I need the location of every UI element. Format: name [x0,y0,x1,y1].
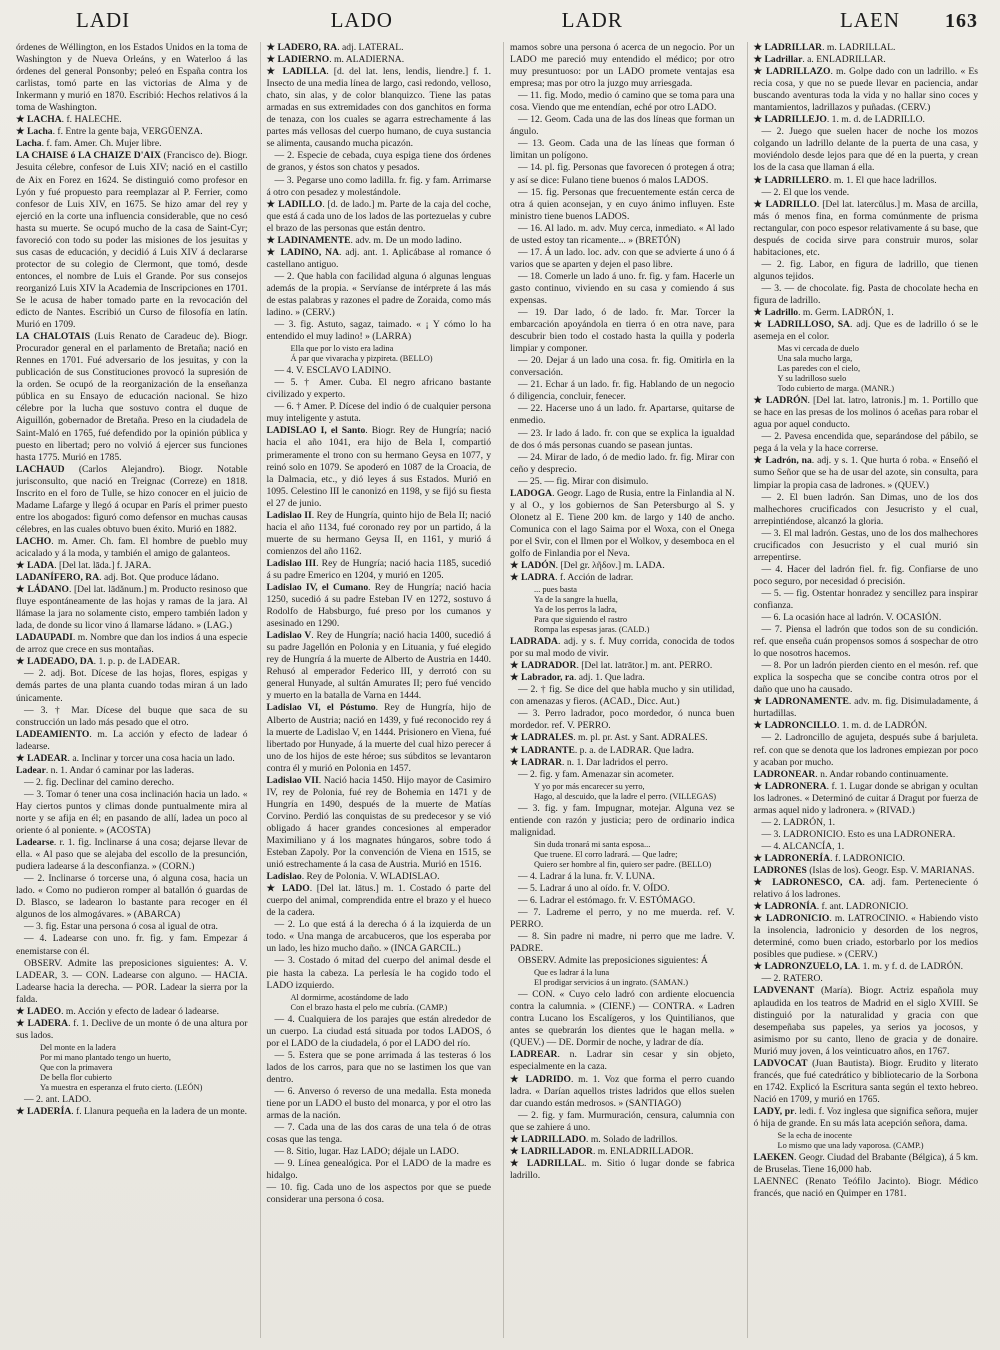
headword: ★ LADRONERA [753,780,827,792]
entry-sense: — 14. pl. fig. Personas que favorecen ó protegen á otra; y así se dice: Fulano tiene buenos ó malos LADOS. [510,162,735,186]
headword: ★ LÁDANO [16,584,69,596]
dictionary-entry: LADVOCAT (Juan Bautista). Biogr. Erudito y literato francés, que fué catedrático y bibliotecario de la Sorbona en 1742. Explicó la Escritura santa según el texto hebreo. Nació en 1709, y murió en 1765. [753,1057,978,1105]
guide-word-3: LADR [561,8,623,32]
headword: ★ LADRILLAL [510,1157,584,1169]
dictionary-entry: ★ Ladrillar. a. ENLADRILLAR. [753,54,886,66]
dictionary-entry: ★ LADERA. f. 1. Declive de un monte ó de una altura por sus lados. [16,1017,248,1041]
headword: ★ LADRONÍA [753,901,817,913]
entry-sense: — 3. fig. y fam. Impugnar, motejar. Alguna vez se entiende con razón y justicia; pero de ordinario indica malignidad. [510,802,735,838]
headword: ★ LADRIDO [510,1073,571,1085]
entry-sense: — 6. † Amer. P. Dícese del indio ó de cualquier persona muy inteligente y astuta. [266,401,491,425]
entry-sense: — 19. Dar lado, ó de lado. fr. Mar. Torcer la embarcación apoyándola en tierra ó en otra nave, para descubrir bien todo el costado hasta la quilla y poderla limpiar y componer. [510,307,735,355]
dictionary-entry: LACHO. m. Amer. Ch. fam. El hombre de pueblo muy acicalado y á la moda, y también el amigo de galanteos. [16,535,248,559]
entry-sense: — 17. Á un lado. loc. adv. con que se advierte á uno ó á varios que se aparten y dejen el paso libre. [510,246,735,270]
headword: Ladear [16,764,46,776]
entry-sense: — 2. Ladroncillo de agujeta, después sube á barjuleta. ref. con que se denota que los ladrones empiezan por poco y acaban por mucho. [753,732,978,768]
headword: LACHO [16,535,52,547]
entry-sense: — 3. Costado ó mitad del cuerpo del animal desde el pie hasta la cabeza. La perlesía le ha cogido todo el LADO izquierdo. [266,955,491,991]
dictionary-entry: ★ LADILLO. [d. de lado.] m. Parte de la caja del coche, que está á cada uno de los lados de las portezuelas y cubre el brazo de las personas que están dentro. [266,198,491,234]
dictionary-entry: ★ LADRA. f. Acción de ladrar. [510,572,634,584]
entry-sense: — 2. Que habla con facilidad alguna ó algunas lenguas además de la propia. « Servíanse de intérprete á las más de estas palabras y razones el padre de Zoraida, como más ladino. » (CERV.) [266,270,491,319]
entry-sense: — 6. La ocasión hace al ladrón. V. OCASIÓN. [761,612,942,624]
entry-sense: — 5. — fig. Ostentar honradez y sencillez para inspirar confianza. [753,587,978,611]
dictionary-entry: ★ LADO. [Del lat. lātus.] m. 1. Costado ó parte del cuerpo del animal, comprendida entre el brazo y el hueco de la cadera. [266,883,491,919]
entry-sense: — 9. Línea genealógica. Por el LADO de la madre es hidalgo. [266,1158,491,1182]
dictionary-entry: ★ LADRÓN. [Del lat. latro, latronis.] m. 1. Portillo que se hace en las presas de los molinos ó aceñas para robar el agua por aquel conducto. [753,395,978,431]
headword: Ladislao VI, el Póstumo [266,702,376,714]
headword: ★ LADRONCILLO [753,720,837,732]
dictionary-entry: ★ Ladrillo. m. Germ. LADRÓN, 1. [753,307,894,319]
entry-sense: — 3. — de chocolate. fig. Pasta de chocolate hecha en figura de ladrillo. [753,282,978,306]
entry-sense: — 2. Especie de cebada, cuya espiga tiene dos órdenes de granos, y éstos son chatos y pesados. [266,150,491,174]
dictionary-entry: ★ LADÓN. [Del gr. λῆδον.] m. LADA. [510,560,665,572]
dictionary-entry: ★ LADRONAMENTE. adv. m. fig. Disimuladamente, á hurtadillas. [753,696,978,720]
headword: Lacha [16,138,42,150]
dictionary-entry: ★ LADRILLO. [Del lat. latercŭlus.] m. Masa de arcilla, más ó menos fina, en forma comúnmente de prisma rectangular, con poco espesor relativamente á su base, que después de cocida sirve para construir muros, solar habitaciones, etc. [753,198,978,258]
entry-sense: — 5. Estera que se pone arrimada á las testeras ó los lados de los carros, para que no se lastimen los que van dentro. [266,1049,491,1085]
headword: LADVENANT [753,985,821,997]
headword: ★ LADEO [16,1005,62,1017]
text-columns [16,42,978,1338]
dictionary-entry: LADRONEAR. n. Andar robando continuamente. [753,768,949,780]
dictionary-entry: ★ LADEO. m. Acción y efecto de ladear ó ladearse. [16,1005,220,1017]
headword: ★ LADÓN [510,560,556,572]
entry-sense: — 8. Sin padre ni madre, ni perro que me ladre. V. PADRE. [510,931,735,955]
headword: ★ Labrador, ra [510,672,574,684]
verse-quote: Al dormirme, acostándome de lado Con el brazo hasta el pelo me cubría. (CAMP.) [290,992,448,1012]
headword: ★ LADRONESCO, CA [753,877,863,889]
headword: ★ LADRILLERO [753,174,830,186]
dictionary-entry: ★ LADRILLAR. m. LADRILLAL. [753,42,896,53]
dictionary-entry: LACHAUD (Carlos Alejandro). Biogr. Notable jurisconsulto, que nació en Treignac (Correze) en 1818. Inscrito en el foro de Tulle, se hizo conocer en el juicio de Madame Lafarge y llegó á ocupar en París el primer puesto entre los abogados: figuró como defensor en muchas causas célebres, en las cuales obtuvo buen éxito. Murió en 1882. [16,463,248,535]
dictionary-entry: ★ LADRONESCO, CA. adj. fam. Perteneciente ó relativo á los ladrones. [753,877,978,901]
dictionary-entry: Ladislao III. Rey de Hungría; nació hacia 1185, sucedió á su padre Emerico en 1204, y murió en 1205. [266,557,491,581]
headword: LA CHALOTAIS [16,331,95,343]
dictionary-entry: ★ LADRAR. n. 1. Dar ladridos el perro. [510,756,669,768]
headword: ★ LADRALES [510,732,574,744]
headword: LADAUPADI [16,632,73,644]
headword: LADVOCAT [753,1057,813,1069]
page-number: 163 [945,10,978,32]
dictionary-entry: Ladislao IV, el Cumano. Rey de Hungría; nació hacia 1250, sucedió á su padre Esteban IV en 1272, sostuvo á Rodolfo de Habsburgo, fué preso por los cumanos y asesinado en 1290. [266,582,491,630]
headword: Ladislao V [266,630,312,642]
headword: LADRONES [753,865,810,876]
entry-sense: — 2. LADRÓN, 1. [761,816,836,828]
headword: LADRADA [510,636,558,648]
dictionary-entry: Ladislao. Rey de Polonia. V. WLADISLAO. [266,871,440,883]
headword: Ladearse [16,837,54,849]
column-3 [503,42,735,1338]
headword: ★ LADILLO [266,198,323,210]
dictionary-entry: ★ LADRILLADOR. m. ENLADRILLADOR. [510,1145,694,1157]
dictionary-entry: Ladislao V. Rey de Hungría; nació hacia 1400, sucedió á su padre Jagellón en Polonia y en Lituania, y fué elegido rey de Hungría á la muerte de Alberto de Austria en 1440. Rehusó al emperador Federico III, y derrotó con su general Hunyade, al sultán Amurates II; pero fué vencido y muerto en la batalla de Varna en 1444. [266,630,491,702]
dictionary-entry: LA CHALOTAIS (Luis Renato de Caradeuc de). Biogr. Procurador general en el parlamento de Bretaña; nació en Rennes en 1701. Fué adversario de los jesuitas, y con la publicación de sus Constituciones provocó la supresión de la orden. Se ocupó de la reorganización de la enseñanza pública en su Ensayo de educación nacional. Se hizo célebre por la lucha que sostuvo contra el duque de Aiguillón, gobernador de Bretaña. Preso en la ciudadela de Saint-Maló en 1765, fué defendido por la opinión pública y puesto en libertad; pero no volvió á ejercer sus funciones hasta 1775. Murió en 1785. [16,331,248,463]
dictionary-entry: LA CHAISE ó LA CHAIZE D'AIX (Francisco de). Biogr. Jesuita célebre, confesor de Luis XIV; nació en el castillo de Aix en Forez en 1624. Se distinguió como profesor en Lyón y fué propuesto para reemplazar al P. Ferrier, como confesor de Luis XIV, en 1675. Se hizo amar del rey y ejerció en la corte una influencia considerable, que no cesó hasta su muerte. Se ocupó mucho de la casa de Saint-Cyr; favoreció con todo su poder las misiones de los jesuitas y sus casas de educación, y decidió á Luis XIV á declararse protector de su colegio de Clermont, que tomó, desde entonces, el nombre de Luis el Grande. Por sus consejos reorganizó Luis XIV la Academia de Inscripciones en 1701. Se le acusa de haber tomado parte en la revocación del edicto de Nantes. Escribió un Curso de filosofía en latín. Murió en 1709. [16,150,248,331]
guide-word-4: LAEN [840,8,900,32]
entry-sense: — 2. El buen ladrón. San Dimas, uno de los dos malhechores crucificados con Jesucristo y el cual, arrepintiéndose, alcanzó la gloria. [753,491,978,527]
headword: ★ LADRILLO [753,198,817,210]
verse-quote: Mas vi cercada de duelo Una sala mucho larga, Las paredes con el cielo, Y su ladrilloso suelo Todo cubierto de marga. (MANR.) [777,344,894,394]
dictionary-entry: Ladislao II. Rey de Hungría, quinto hijo de Bela II; nació hacia el año 1134, fué coronado rey por un partido, á la muerte de su hermano Geysa II, en 1161, y murió á comienzos del año 1162. [266,509,491,557]
dictionary-entry: ★ LADEAR. a. Inclinar y torcer una cosa hacia un lado. [16,752,235,764]
entry-sense: — 3. LADRONICIO. Esto es una LADRONERA. [761,828,956,840]
dictionary-entry: ★ LADRONERÍA. f. LADRONICIO. [753,852,905,864]
entry-sense: — 24. Mirar de lado, ó de medio lado. fr. fig. Mirar con ceño y desprecio. [510,451,735,475]
dictionary-entry: Lacha. f. fam. Amer. Ch. Mujer libre. [16,138,162,150]
headword: ★ LADRILLAZO [753,66,831,78]
dictionary-entry: ★ LADRONZUELO, LA. 1. m. y f. d. de LADRÓN. [753,961,964,973]
headword: ★ LADRILLADO [510,1133,587,1145]
dictionary-entry: Ladislao VII. Nació hacia 1450. Hijo mayor de Casimiro IV, rey de Polonia, fué rey de Bohemia en 1471 y de Hungría en 1490, después de la muerte de Matías Corvino. Perdió las conquistas de su predecesor y se vió obligado á hacer grandes concesiones al emperador Maximiliano y á los magnates húngaros, sobre todo á Esteban Zapoly. Por la convención de Viena en 1515, se unió estrechamente á la casa de Austria. Murió en 1516. [266,774,491,871]
dictionary-entry: ★ LADERO, RA. adj. LATERAL. [266,42,404,53]
entry-sense: — 3. fig. Astuto, sagaz, taimado. « ¡ Y cómo lo ha entendido el muy ladino! » (LARRA) [266,319,491,343]
entry-sense: — 3. Perro ladrador, poco mordedor, ó nunca buen mordedor. ref. V. PERRO. [510,708,735,732]
verse-quote: Sin duda tronará mi santa esposa... Que truene. El corro ladrará. — Que ladre; Quiero ser hombre al fin, quiero ser padre. (BELLO) [534,839,712,869]
dictionary-entry: ★ LADRILLERO. m. 1. El que hace ladrillos. [753,174,937,186]
entry-sense: — 8. Por un ladrón pierden ciento en el mesón. ref. que explica la sospecha que se concibe contra otros por el daño que uno ha causado. [753,660,978,696]
entry-sense: — 2. Pavesa encendida que, separándose del pábilo, se pega á la vela y la hace correrse. [753,431,978,455]
headword: LADOGA [510,487,553,499]
dictionary-entry: LADREAR. n. Ladrar sin cesar y sin objeto, especialmente en la caza. [510,1049,735,1073]
entry-sense: — 15. fig. Personas que frecuentemente están cerca de otra á quien aconsejan, y en cuyo ánimo influyen. Este ministro tiene buenos LADOS. [510,186,735,222]
dictionary-entry: LAENNEC (Renato Teófilo Jacinto). Biogr. Médico francés, que nació en Quimper en 1781. [753,1176,978,1200]
dictionary-entry: LADISLAO I, el Santo. Biogr. Rey de Hungría; nació hacia el año 1041, era hijo de Bela I, compartió primeramente el trono con su hermano Geysa en 1077, y reinó solo en 1079. Se apoderó en 1087 de la Croacia, de la Dalmacia, etc., y dió leyes á sus Estados. Murió en 1095. Celestino III le canonizó en 1198, y se fijó su fiesta el 27 de junio. [266,425,491,509]
headword: ★ Lacha [16,126,53,138]
headword: ★ LADEAR [16,752,68,764]
headword: ★ LADRONZUELO, LA [753,961,858,973]
entry-sense: — 18. Comerle un lado á uno. fr. fig. y fam. Hacerle un gasto continuo, viviendo en su casa y comiendo á sus expensas. [510,270,735,306]
headword: ★ LADRÓN [753,395,808,407]
entry-sense: — 2. Inclinarse ó torcerse una, ó alguna cosa, hacia un lado. « Como no pudieron romper al batallón ó guardas de D. Blasco, se ladearon lo bastante para recoger en él algunos de los almogávares. » (ABARCA) [16,873,248,921]
entry-sense: — 7. Cada una de las dos caras de una tela ó de otras cosas que las tenga. [266,1122,491,1146]
dictionary-entry: ★ LADRILLOSO, SA. adj. Que es de ladrillo ó se le asemeja en el color. [753,319,978,343]
entry-sense: — 22. Hacerse uno á un lado. fr. Apartarse, quitarse de enmedio. [510,403,735,427]
headword: ★ LADRONAMENTE [753,696,849,708]
entry-sense: — 3. fig. Estar una persona ó cosa al igual de otra. [24,921,218,933]
entry-sense: — 11. fig. Modo, medio ó camino que se toma para una cosa. Viendo que me entendían, eché por otro LADO. [510,90,735,114]
dictionary-entry: Ladear. n. 1. Andar ó caminar por las laderas. [16,764,194,776]
guide-word-1: LADI [76,8,131,32]
page-header [16,8,978,42]
entry-sense: — 5. Ladrar á uno al oído. fr. V. OÍDO. [518,882,670,894]
dictionary-entry: ★ LADA. [Del lat. lāda.] f. JARA. [16,560,152,572]
dictionary-entry: LADAUPADI. m. Nombre que dan los indios á una especie de arroz que crece en sus montañas. [16,632,248,656]
entry-sense: OBSERV. Admite las preposiciones siguientes: A. V. LADEAR, 3. — CON. Ladearse con alguno. — HACIA. Ladearse hacia la derecha. — POR. Ladear la sierra por la falda. [16,957,248,1005]
headword: LACHAUD [16,463,79,475]
dictionary-entry: — 10. fig. Cada uno de los aspectos por que se puede considerar una persona ó cosa. [266,1182,491,1206]
headword: ★ LADERO, RA [266,42,338,53]
entry-sense: — 2. RATERO. [761,973,823,985]
dictionary-entry: ★ LADILLA. [d. del lat. lens, lendis, liendre.] f. 1. Insecto de una media línea de largo, casi redondo, velloso, chato, sin alas, y de color blanquizco. Tiene las patas armadas en sus extremidades con dos ganchitos en forma de tenaza, con los cuales se agarra estrechamente á las partes más vellosas del cuerpo humano, de cuya sustancia se alimenta, causando mucha picazón. [266,66,491,150]
headword: LADISLAO I, el Santo [266,425,366,437]
dictionary-entry: órdenes de Wéllington, en los Estados Unidos en la toma de Washington y de Nueva Orleáns, y en Waterloo á las órdenes del general Ponsonby; peleó en España contra los carlistas, tomó parte en las victorias de Alma y de Inkermann y murió en 1870. Escribió: Hechos relativos á la toma de Washington. [16,42,248,114]
headword: ★ LADRONICIO [753,913,830,925]
verse-quote: Que es ladrar á la luna El prodigar servicios á un ingrato. (SAMAN.) [534,968,688,988]
dictionary-entry: ★ LADRONERA. f. 1. Lugar donde se abrigan y ocultan los ladrones. « Determinó de cuitar á Dragut por fuerza de armas aquel nido y ladronera. » (RIVAD.) [753,780,978,816]
entry-sense: — 12. Geom. Cada una de las dos líneas que forman un ángulo. [510,114,735,138]
headword: ★ LADINO, NA [266,246,340,258]
entry-sense: — 2. El que los vende. [761,186,850,198]
headword: ★ LADIERNO [266,54,330,66]
headword: LA CHAISE ó LA CHAIZE D'AIX [16,150,164,162]
headword: ★ Ladrillo [753,307,799,319]
entry-sense: — 2. fig. Declinar del camino derecho. [24,776,174,788]
headword: ★ LADRADOR [510,660,577,672]
verse-quote: Y yo por más encarecer su yerro, Hago, al descuido, que la ladre el perro. (VILLEGAS) [534,781,717,801]
dictionary-entry: ★ LADERÍA. f. Llanura pequeña en la ladera de un monte. [16,1105,248,1117]
headword: ★ LADRANTE [510,744,575,756]
entry-sense: — 7. Ladreme el perro, y no me muerda. ref. V. PERRO. [510,906,735,930]
headword: LADEAMIENTO [16,728,90,740]
dictionary-entry: LADY, pr. ledi. f. Voz inglesa que significa señora, mujer ó hija de grande. En su más lata acepción señora, dama. [753,1105,978,1129]
entry-sense: — 5. † Amer. Cuba. El negro africano bastante civilizado y experto. [266,377,491,401]
headword: ★ LADINAMENTE [266,234,351,246]
dictionary-entry: ★ Labrador, ra. adj. 1. Que ladra. [510,672,645,684]
entry-sense: — 16. Al lado. m. adv. Muy cerca, inmediato. « Al lado de usted estoy tan ricamente... » (BRETÓN) [510,222,735,246]
dictionary-entry: ★ LADINO, NA. adj. ant. 1. Aplicábase al romance ó castellano antiguo. [266,246,491,270]
dictionary-entry: ★ LADIERNO. m. ALADIERNA. [266,54,405,66]
headword: Ladislao VII [266,774,319,786]
entry-sense: — 25. — fig. Mirar con disimulo. [518,475,649,487]
guide-word-2: LADO [330,8,393,32]
dictionary-entry: ★ LADRILLAL. m. Sitio ó lugar donde se fabrica ladrillo. [510,1157,735,1181]
headword: ★ LADRILLADOR [510,1145,593,1157]
headword: ★ LADILLA [266,66,327,78]
verse-quote: Ella que por lo visto era ladina Á par que vivaracha y pizpireta. (BELLO) [290,344,433,364]
entry-sense: — 2. ant. LADO. [24,1093,92,1105]
headword: LADANÍFERO, RA [16,572,100,584]
entry-sense: — 6. Anverso ó reverso de una medalla. Esta moneda tiene por un LADO el busto del monarca, y por el otro las armas de la nación. [266,1085,491,1121]
headword: ★ LACHA [16,114,62,126]
entry-sense: — 4. Hacer del ladrón fiel. fr. fig. Confiarse de uno poco seguro, por necesidad ó precisión. [753,563,978,587]
dictionary-entry: ★ LADRILLADO. m. Solado de ladrillos. [510,1133,678,1145]
entry-sense: — 20. Dejar á un lado una cosa. fr. fig. Omitirla en la conversación. [510,355,735,379]
headword: Ladislao II [266,509,312,521]
entry-sense: OBSERV. Admite las preposiciones siguientes: Á [518,955,708,967]
dictionary-entry: LADOGA. Geogr. Lago de Rusia, entre la Finlandia al N. y al O., y los gobiernos de San Petersburgo al S. y Olonetz al E. Tiene 200 km. de largo y 140 de ancho. Comunica con el lago Saima por el Woxa, con el Onega por el Svir, con el Ilmen por el Wolkov, y desemboca en el golfo de Finlandia por el Neva. [510,487,735,559]
entry-sense: — 13. Geom. Cada una de las líneas que forman ó limitan un polígono. [510,138,735,162]
entry-sense: — 2. Juego que suelen hacer de noche los mozos colgando un ladrillo delante de la puerta de una casa, y moviéndolo desde lejos para que dé en la puerta, y crean los de la casa que llaman á ella. [753,126,978,174]
dictionary-entry: Ladearse. r. 1. fig. Inclinarse á una cosa; dejarse llevar de ella. « Al paso que se alejaba del escollo de la presunción, pudiera ladearse á la desconfianza. » (CORN.) [16,837,248,873]
dictionary-entry: ★ LADRONCILLO. 1. m. d. de LADRÓN. [753,720,928,732]
verse-quote: Se la echa de inocente Lo mismo que una lady vaporosa. (CAMP.) [777,1131,924,1151]
entry-sense: — 7. Piensa el ladrón que todos son de su condición. ref. que enseña cuán propensos somos á sospechar de otro lo que nosotros hacemos. [753,624,978,660]
entry-sense: — CON. « Cuyo celo ladró con ardiente elocuencia contra la calumnia. » (CIENF.) — CONTRA. « Ladren contra Lucano los Escalígeros, y los Quintilianos, que antes se quebrarán los dientes que le hagan mella. » (QUEV.) — DE. Dormir de noche, y ladrar de día. [510,989,735,1049]
column-1 [16,42,248,1338]
dictionary-entry: ★ LÁDANO. [Del lat. lādănum.] m. Producto resinoso que fluye espontáneamente de las hojas y ramas de la jara. Al llámase la jara no solamente cisto, empero también ladon y lada, de donde su licor vino á llamarse ládano. » (LAG.) [16,584,248,632]
headword: Ladislao [266,871,302,883]
headword: ★ LADRILLEJO [753,114,827,126]
entry-sense: — 4. Ladrar á la luna. fr. V. LUNA. [518,870,655,882]
dictionary-entry: ★ LADEADO, DA. 1. p. p. de LADEAR. [16,656,180,668]
dictionary-entry: LAEKEN. Geogr. Ciudad del Brabante (Bélgica), á 5 km. de Bruselas. Tiene 16,000 hab. [753,1152,978,1176]
entry-sense: — 3. Pegarse uno como ladilla. fr. fig. y fam. Arrimarse á otro con pesadez y molestándole. [266,174,491,198]
dictionary-entry: ★ Lacha. f. Entre la gente baja, VERGÜENZA. [16,126,203,138]
headword: LADY, pr [753,1105,795,1117]
headword: ★ LADRA [510,572,556,584]
entry-sense: — 3. † Mar. Dícese del buque que saca de su construcción un lado más pesado que el otro. [16,704,248,728]
dictionary-entry: ★ LADRILLEJO. 1. m. d. de LADRILLO. [753,114,925,126]
dictionary-entry: LADRADA. adj. y s. f. Muy corrida, conocida de todos por su mal modo de vivir. [510,636,735,660]
dictionary-entry: ★ LADRALES. m. pl. pr. Ast. y Sant. ADRALES. [510,732,708,744]
dictionary-entry: mamos sobre una persona ó acerca de un negocio. Por un LADO me pareció muy entendido el médico; por otro muy presuntuoso: por un LADO promete ventajas esa empresa; mas por otro la juzgo muy arriesgada. [510,42,735,90]
entry-sense: — 2. † fig. Se dice del que habla mucho y sin utilidad, con amenazas y fieros. (ACAD., Dicc. Aut.) [510,684,735,708]
headword: ★ Ladrón, na [753,455,812,467]
dictionary-entry: LADEAMIENTO. m. La acción y efecto de ladear ó ladearse. [16,728,248,752]
dictionary-entry: ★ LADRONÍA. f. ant. LADRONICIO. [753,901,909,913]
dictionary-entry: ★ LADRIDO. m. 1. Voz que forma el perro cuando ladra. « Darían aquellos tristes ladridos que ellos suelen dar cuando están medrosos. » (SANTIAGO) [510,1073,735,1109]
dictionary-entry: ★ LACHA. f. HALECHE. [16,114,122,126]
headword: ★ LADO [266,883,310,895]
entry-sense: — 3. El mal ladrón. Gestas, uno de los dos malhechores crucificados con Jesucristo y el cual murió sin arrepentirse. [753,527,978,563]
entry-sense: — 2. adj. Bot. Dícese de las hojas, flores, espigas y demás partes de una planta cuando todas miran á un lado únicamente. [16,668,248,704]
entry-sense: — 2. Lo que está á la derecha ó á la izquierda de un todo. « Una manga de arcabuceros, que los esperaba por un lado, les hizo mucho daño. » (INCA GARCIL.) [266,919,491,955]
headword: ★ LADRILLOSO, SA [753,319,850,331]
headword: ★ LADRAR [510,756,563,768]
dictionary-entry: LADRONES (Islas de los). Geogr. Esp. V. MARIANAS. [753,865,975,876]
headword: ★ LADRILLAR [753,42,823,53]
entry-sense: — 4. V. ESCLAVO LADINO. [274,365,391,377]
headword: LAEKEN [753,1152,795,1164]
headword: ★ LADERA [16,1017,69,1029]
headword: ★ LADA [16,560,55,572]
headword: LADRONEAR [753,768,816,780]
headword: ★ Ladrillar [753,54,803,66]
headword: ★ LADERÍA [16,1105,72,1117]
dictionary-entry: Ladislao VI, el Póstumo. Rey de Hungría, hijo de Alberto de Austria; nació en 1439, y fué reconocido rey á la muerte de Ladislao V, en 1444. Prisionero en Viena, fué libertado por Hunyade, á la muerte del cual hizo perecer á uno de los hijos de este héroe; sus súbditos se levantaron contra él y murió en Polonia en 1457. [266,702,491,774]
column-2 [260,42,492,1338]
headword: LADREAR [510,1049,558,1061]
dictionary-entry: LADVENANT (María). Biogr. Actriz española muy aplaudida en los teatros de Madrid en el siglo XVIII. Se distinguió por la naturalidad y gracia con que desempeñaba sus papeles, ya serios ya jocosos, y asimismo por su canto, lleno de gracia y de donaire. Murió muy joven, á los veinticuatro años, en 1767. [753,985,978,1057]
entry-sense: — 4. Ladearse con uno. fr. fig. y fam. Empezar á enemistarse con él. [16,933,248,957]
entry-sense: — 6. Ladrar el estómago. fr. V. ESTÓMAGO. [518,894,696,906]
entry-sense: — 2. fig. y fam. Amenazar sin acometer. [518,768,674,780]
entry-sense: — 4. ALCANCÍA, 1. [761,840,845,852]
dictionary-entry: ★ LADRANTE. p. a. de LADRAR. Que ladra. [510,744,694,756]
entry-sense: — 4. Cualquiera de los parajes que están alrededor de un cuerpo. La ciudad está situada por todos LADOS, ó por el LADO de la ciudadela, ó por el LADO del río. [266,1013,491,1049]
dictionary-entry: ★ LADRADOR. [Del lat. latrātor.] m. ant. PERRO. [510,660,713,672]
headword: ★ LADRONERÍA [753,852,831,864]
entry-sense: — 23. Ir lado á lado. fr. con que se explica la igualdad de dos ó más personas cuando se pasean juntas. [510,427,735,451]
dictionary-entry: ★ LADINAMENTE. adv. m. De un modo ladino. [266,234,462,246]
column-4 [747,42,979,1338]
entry-sense: — 3. Tomar ó tener una cosa inclinación hacia un lado. « Hay ciertos puntos y climas donde puntualmente mira al norte y se afija en él; en pasando de allí, ladea un poco al oriente ó al poniente. » (ACOSTA) [16,788,248,837]
entry-sense: — 8. Sitio, lugar. Haz LADO; déjale un LADO. [274,1146,459,1158]
headword: ★ LADEADO, DA [16,656,94,668]
dictionary-entry: ★ Ladrón, na. adj. y s. 1. Que hurta ó roba. « Enseñó el sumo Señor que se ha de usar del azote, sin consulta, para limpiar la propia casa de ladrones. » (QUEV.) [753,455,978,491]
dictionary-entry: ★ LADRILLAZO. m. Golpe dado con un ladrillo. « Es recia cosa, y que no se puede llevar en paciencia, andar buscando aventuras toda la vida y no hallar sino coces y mantamientos, ladrillazos y puñadas. (CERV.) [753,66,978,114]
headword: Ladislao III [266,557,317,569]
entry-sense: — 2. fig. Labor, en figura de ladrillo, que tienen algunos tejidos. [753,258,978,282]
verse-quote: ... pues basta Ya de la sangre la huella, Ya de los perros la ladra, Para que siguiendo el rastro Rompa las espesas jaras. (CALD.) [534,585,650,635]
entry-sense: — 21. Echar á un lado. fr. fig. Hablando de un negocio ó diligencia, concluir, fenecer. [510,379,735,403]
dictionary-entry: ★ LADRONICIO. m. LATROCINIO. « Habiendo visto la insolencia, ladronicio y desorden de los negros, determiné, como buen criado, estorbarlo por los medios posibles que pudiese. » (CERV.) [753,913,978,961]
headword: Ladislao IV, el Cumano [266,582,369,594]
verse-quote: Del monte en la ladera Por mi mano plantado tengo un huerto, Que con la primavera De bella flor cubierto Ya muestra en esperanza el fruto cierto. (LEÓN) [40,1042,203,1092]
dictionary-entry: LADANÍFERO, RA. adj. Bot. Que produce ládano. [16,572,219,584]
entry-sense: — 2. fig. y fam. Murmuración, censura, calumnia con que se zahiere á uno. [510,1109,735,1133]
